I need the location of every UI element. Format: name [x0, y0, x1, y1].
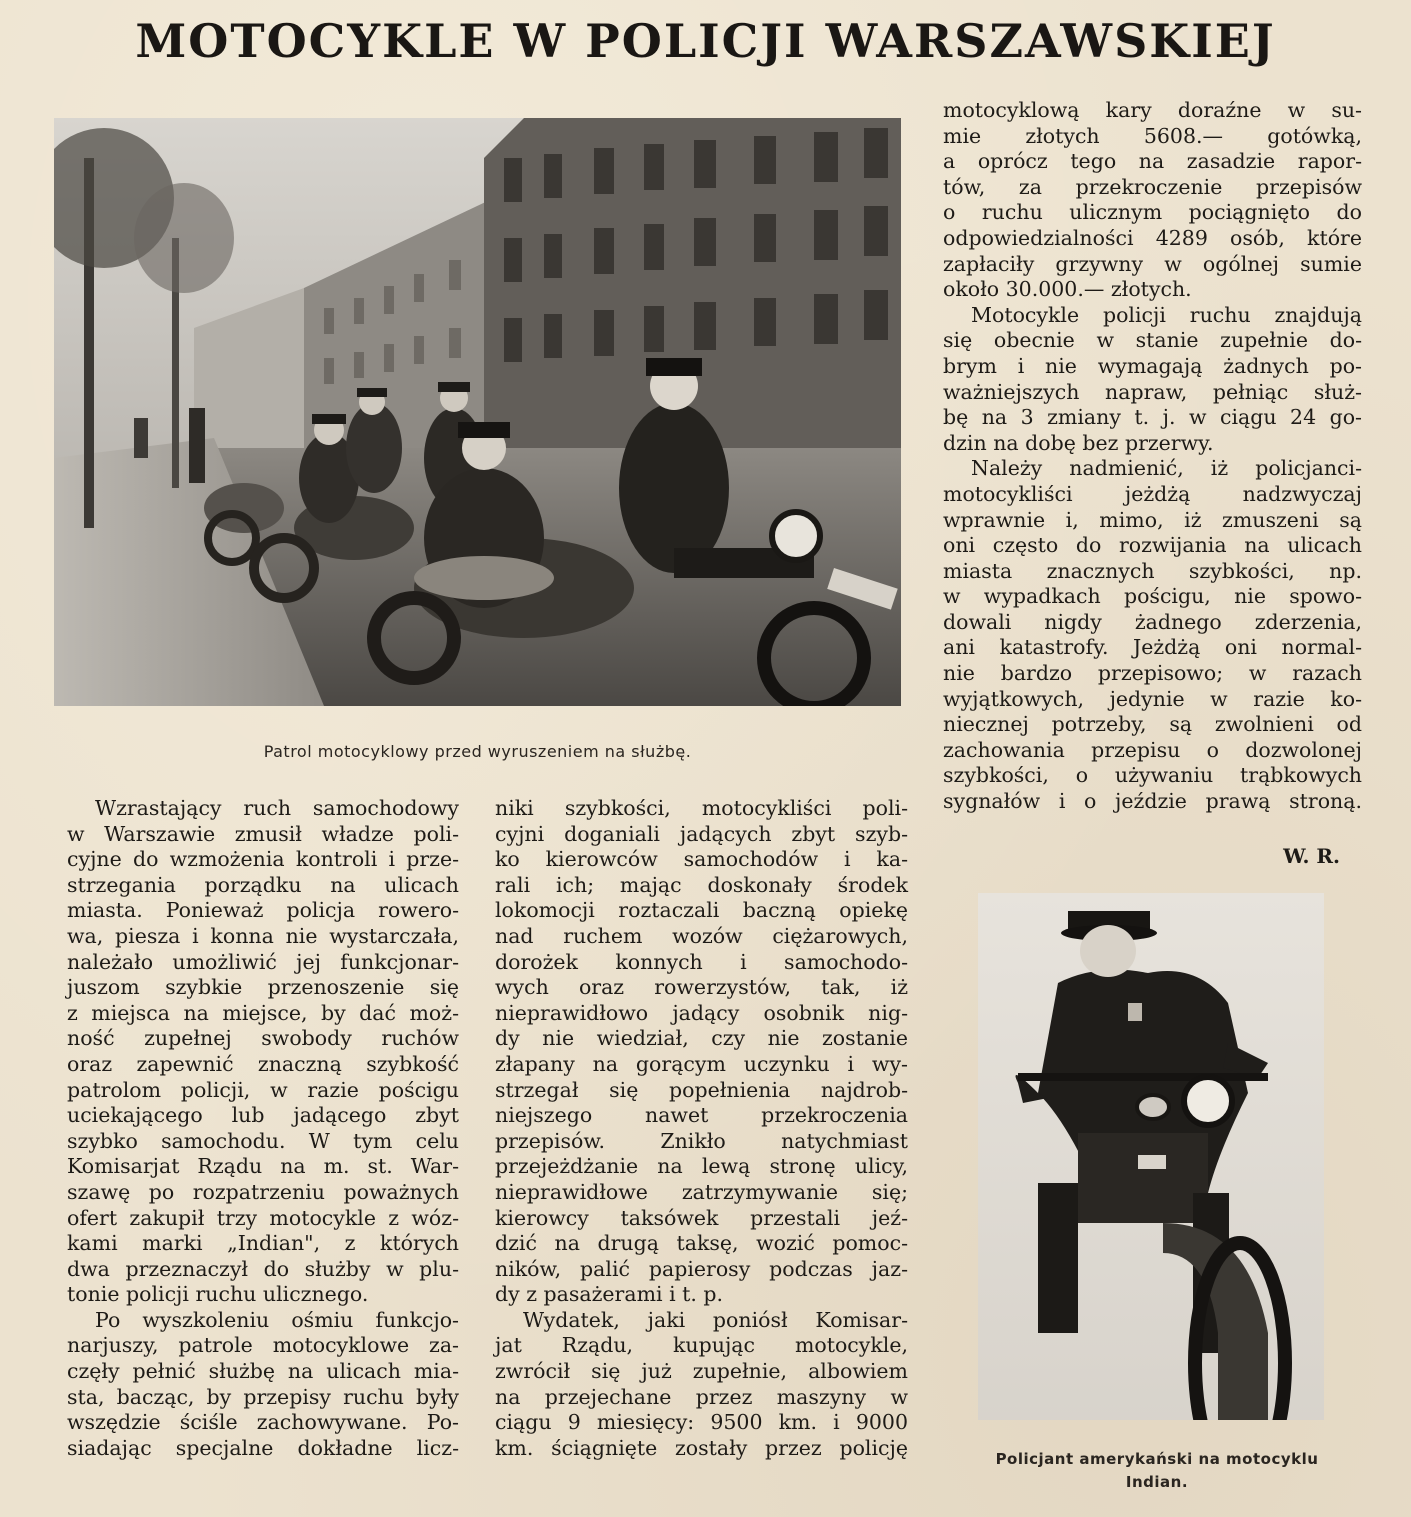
column-middle-line: ko kierowców samochodów i ka- — [495, 847, 908, 872]
column-right-line: sygnałów i o jeździe prawą stroną. — [943, 789, 1362, 814]
column-right-line: oni często do rozwijania na ulicach — [943, 533, 1362, 558]
column-middle-line: niki szybkości, motocykliści poli- — [495, 796, 908, 820]
photo-american-policeman-caption-line2: Indian. — [1125, 1473, 1189, 1491]
column-right-line: w wypadkach pościgu, nie spowo- — [943, 584, 1362, 609]
column-middle-line: dy z pasażerami i t. p. — [495, 1282, 724, 1307]
column-left-line: tonie policji ruchu ulicznego. — [67, 1282, 369, 1307]
column-right-line: ważniejszych napraw, pełniąc służ- — [943, 379, 1362, 404]
column-left-line: oraz zapewnić znaczną szybkość — [67, 1051, 459, 1076]
column-middle-line: ciągu 9 miesięcy: 9500 km. i 9000 — [495, 1410, 908, 1435]
column-middle-line: cyjni doganiali jadących zbyt szyb- — [495, 821, 908, 846]
column-left-line: wszędzie ściśle zachowywane. Po- — [67, 1410, 459, 1435]
column-middle-line: jat Rządu, kupując motocykle, — [495, 1333, 908, 1358]
column-right-line: wprawnie i, mimo, iż zmuszeni są — [943, 507, 1362, 532]
column-left-line: sta, bacząc, by przepisy ruchu były — [67, 1384, 459, 1409]
column-right-line: o ruchu ulicznym pociągnięto do — [943, 200, 1362, 225]
column-left-line: dwa przeznaczył do służby w plu- — [67, 1256, 459, 1281]
photo-motorcycle-patrol-image — [54, 118, 901, 706]
article-column-left — [67, 796, 459, 1461]
column-middle-line: dorożek konnych i samochodo- — [495, 949, 908, 974]
column-middle-line: ników, palić papierosy podczas jaz- — [495, 1256, 908, 1281]
column-right-line: motocyklową kary doraźne w su- — [943, 98, 1362, 122]
column-right-line: ani katastrofy. Jeżdżą oni normal- — [943, 635, 1362, 660]
author-signature: W. R. — [1283, 844, 1340, 868]
column-left-line: szybko samochodu. W tym celu — [67, 1128, 459, 1153]
column-left-line: ofert zakupił trzy motocykle z wóz- — [67, 1205, 459, 1230]
column-middle-line: nieprawidłowo jadący osobnik nig- — [495, 1000, 908, 1025]
column-left-line: wa, piesza i konna nie wystarczała, — [67, 923, 459, 948]
column-middle-line: strzegał się popełnienia najdrob- — [495, 1077, 908, 1102]
column-right-line: dzin na dobę bez przerwy. — [943, 430, 1214, 455]
column-right-line: szybkości, o używaniu trąbkowych — [943, 763, 1362, 788]
photo-american-policeman-caption-line1: Policjant amerykański na motocyklu — [995, 1450, 1319, 1468]
column-right-line: motocykliści jeżdżą nadzwyczaj — [943, 481, 1362, 506]
column-left-line: Wzrastający ruch samochodowy — [95, 796, 459, 820]
column-left-line: strzegania porządku na ulicach — [67, 872, 459, 897]
photo-american-policeman-image — [978, 893, 1324, 1420]
column-right-line: Należy nadmienić, iż policjanci- — [971, 456, 1362, 481]
column-middle-line: zwrócił się już zupełnie, albowiem — [495, 1359, 908, 1384]
column-middle-line: wych oraz rowerzystów, tak, iż — [495, 975, 908, 1000]
column-right-line: wyjątkowych, jedynie w razie ko- — [943, 686, 1362, 711]
column-middle-line: na przejechane przez maszyny w — [495, 1384, 908, 1409]
column-middle-line: przejeżdżanie na lewą stronę ulicy, — [495, 1154, 908, 1179]
column-left-line: Po wyszkoleniu ośmiu funkcjo- — [95, 1307, 459, 1332]
column-right-line: odpowiedzialności 4289 osób, które — [943, 225, 1362, 250]
photo-motorcycle-patrol-caption: Patrol motocyklowy przed wyruszeniem na służbę. — [263, 742, 692, 761]
column-middle-line: lokomocji roztaczali baczną opiekę — [495, 898, 908, 923]
column-middle-line: niejszego nawet przekroczenia — [495, 1103, 908, 1128]
column-middle-line: rali ich; mając doskonały środek — [495, 872, 908, 897]
column-middle-line: przepisów. Znikło natychmiast — [495, 1128, 908, 1153]
column-right-line: niecznej potrzeby, są zwolnieni od — [943, 712, 1362, 737]
column-left-line: w Warszawie zmusił władze poli- — [67, 821, 459, 846]
column-right-line: tów, za przekroczenie przepisów — [943, 174, 1362, 199]
column-right-line: zapłaciły grzywny w ogólnej sumie — [943, 251, 1362, 276]
photo-american-policeman-caption — [960, 1448, 1354, 1494]
column-left-line: Komisarjat Rządu na m. st. War- — [67, 1154, 459, 1179]
column-middle-line: kierowcy taksówek przestali jeź- — [495, 1205, 908, 1230]
column-left-line: kami marki „Indian", z których — [67, 1231, 459, 1256]
column-left-line: patrolom policji, w razie pościgu — [67, 1077, 459, 1102]
photo-american-policeman — [978, 893, 1324, 1420]
column-middle-line: nieprawidłowe zatrzymywanie się; — [495, 1179, 908, 1204]
article-column-right — [943, 98, 1362, 815]
column-right-line: bę na 3 zmiany t. j. w ciągu 24 go- — [943, 405, 1362, 430]
column-right-line: się obecnie w stanie zupełnie do- — [943, 328, 1362, 353]
column-left-line: uciekającego lub jadącego zbyt — [67, 1103, 459, 1128]
column-middle-line: km. ściągnięte zostały przez policję — [495, 1435, 908, 1460]
column-middle-line: Wydatek, jaki poniósł Komisar- — [523, 1307, 908, 1332]
column-middle-line: dzić na drugą taksę, wozić pomoc- — [495, 1231, 908, 1256]
column-right-line: Motocykle policji ruchu znajdują — [971, 302, 1362, 327]
column-left-line: z miejsca na miejsce, by dać moż- — [67, 1000, 459, 1025]
column-right-line: zachowania przepisu o dozwolonej — [943, 737, 1362, 762]
column-left-line: narjuszy, patrole motocyklowe za- — [67, 1333, 459, 1358]
column-left-line: ność zupełnej swobody ruchów — [67, 1026, 459, 1051]
column-left-line: siadając specjalne dokładne licz- — [67, 1435, 459, 1460]
column-right-line: a oprócz tego na zasadzie rapor- — [943, 149, 1362, 174]
column-right-line: mie złotych 5608.— gotówką, — [943, 123, 1362, 148]
photo-motorcycle-patrol — [54, 118, 901, 706]
column-left-line: szawę po rozpatrzeniu poważnych — [67, 1179, 459, 1204]
column-right-line: nie bardzo przepisowo; w razach — [943, 661, 1362, 686]
column-left-line: częły pełnić służbę na ulicach mia- — [67, 1359, 459, 1384]
column-middle-line: dy nie wiedział, czy nie zostanie — [495, 1026, 908, 1051]
column-left-line: juszom szybkie przenoszenie się — [67, 975, 459, 1000]
column-middle-line: nad ruchem wozów ciężarowych, — [495, 923, 908, 948]
article-title: MOTOCYKLE W POLICJI WARSZAWSKIEJ — [135, 14, 1276, 68]
column-right-line: około 30.000.— złotych. — [943, 277, 1192, 302]
article-column-middle — [495, 796, 908, 1461]
column-left-line: cyjne do wzmożenia kontroli i prze- — [67, 847, 459, 872]
column-left-line: miasta. Ponieważ policja rowero- — [67, 898, 459, 923]
column-right-line: brym i nie wymagają żadnych po- — [943, 353, 1362, 378]
column-right-line: dowali nigdy żadnego zderzenia, — [943, 609, 1362, 634]
column-middle-line: złapany na gorącym uczynku i wy- — [495, 1051, 908, 1076]
column-right-line: miasta znacznych szybkości, np. — [943, 558, 1362, 583]
column-left-line: należało umożliwić jej funkcjonar- — [67, 949, 459, 974]
